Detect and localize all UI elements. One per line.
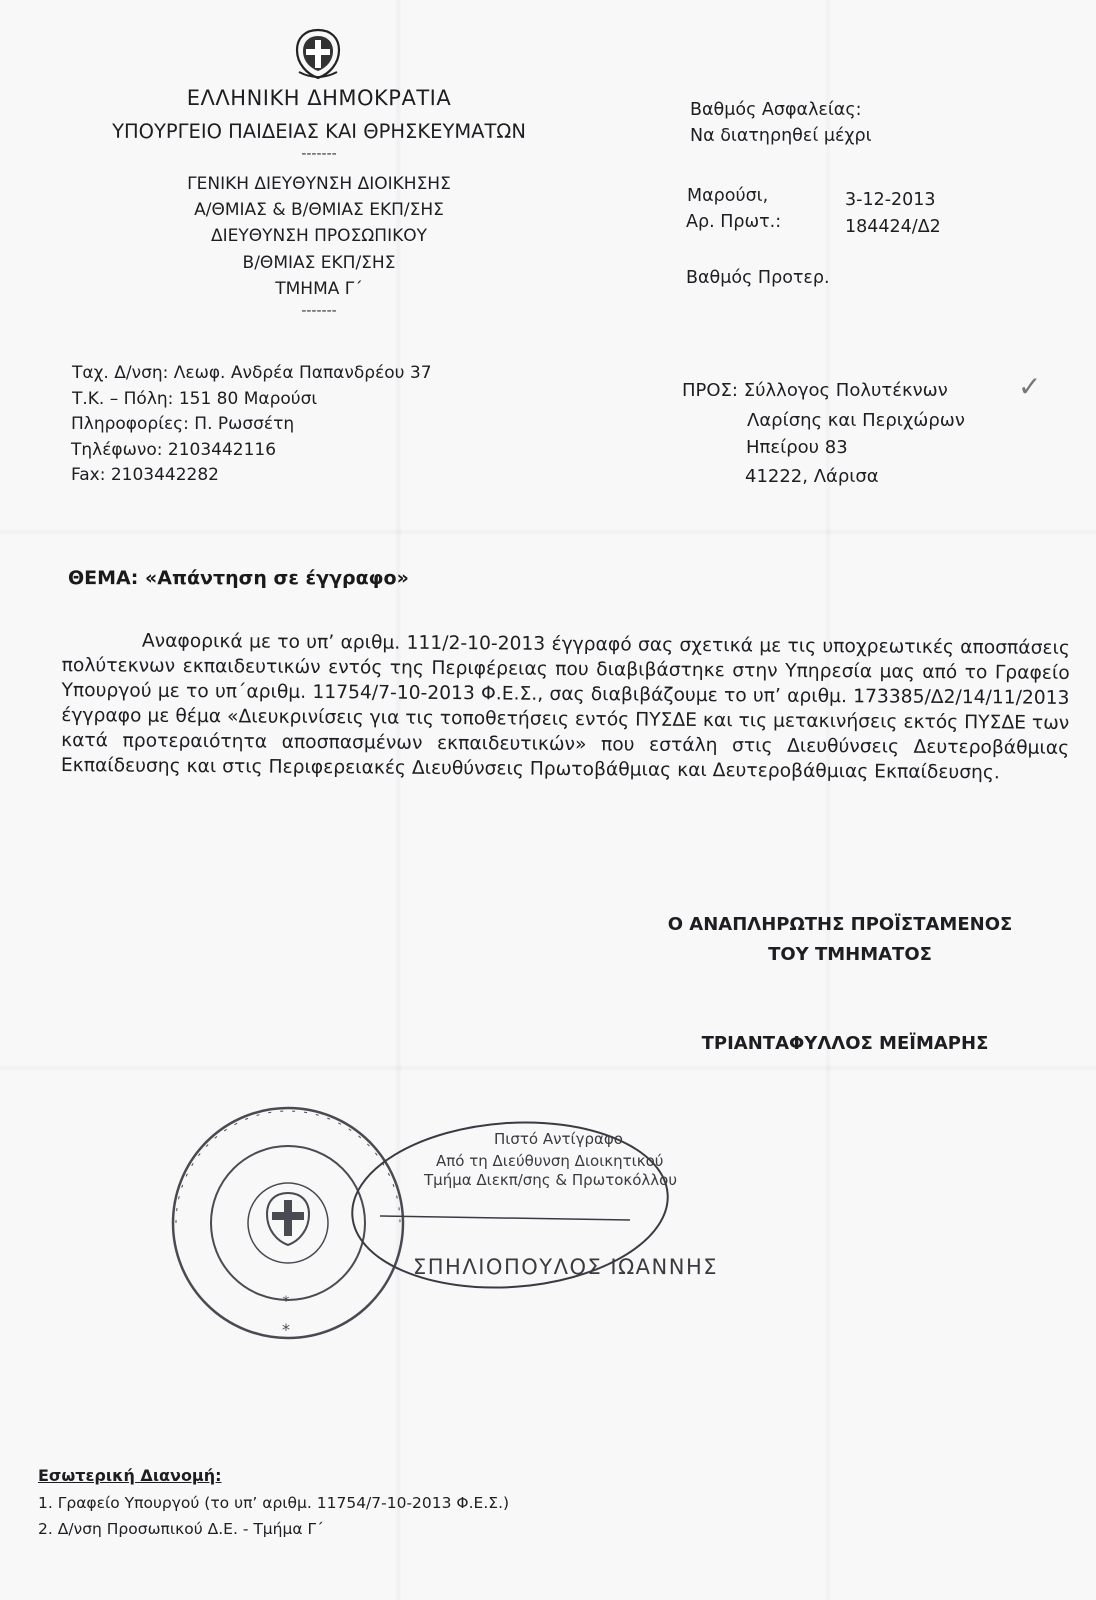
certified-copy-label: Πιστό Αντίγραφο bbox=[494, 1130, 623, 1148]
checkmark-icon: ✓ bbox=[1018, 370, 1042, 403]
internal-distribution-title: Εσωτερική Διανομή: bbox=[38, 1466, 222, 1485]
signatory-title-1: Ο ΑΝΑΠΛΗΡΩΤΗΣ ΠΡΟΪΣΤΑΜΕΝΟΣ bbox=[667, 914, 1013, 935]
header-personnel-directorate: ΔΙΕΥΘΥΝΣΗ ΠΡΟΣΩΠΙΚΟΥ bbox=[210, 226, 428, 246]
recipient-name: Σύλλογος Πολυτέκνων bbox=[743, 380, 948, 401]
header-department: ΤΜΗΜΑ Γ΄ bbox=[275, 279, 363, 299]
seal-star-outer: * bbox=[282, 1320, 290, 1339]
subject-text: «Απάντηση σε έγγραφο» bbox=[144, 567, 409, 589]
protocol-number: 184424/Δ2 bbox=[845, 217, 941, 237]
sender-info bbox=[71, 414, 294, 434]
retention-label: Να διατηρηθεί μέχρι bbox=[690, 126, 872, 146]
subject-label: ΘΕΜΑ: bbox=[68, 567, 139, 589]
document-date: 3-12-2013 bbox=[845, 190, 936, 210]
certified-copy-department: Τμήμα Διεκπ/σης & Πρωτοκόλλου bbox=[424, 1171, 678, 1189]
info-value: Π. Ρωσσέτη bbox=[194, 414, 295, 434]
header-education-levels: Α/ΘΜΙΑΣ & Β/ΘΜΙΑΣ ΕΚΠ/ΣΗΣ bbox=[194, 200, 444, 220]
letter-body: Αναφορικά με το υπ’ αριθμ. 111/2-10-2013 έγγραφό σας σχετικά με τις υποχρεωτικές αποσπάσεις πολύτεκνων εκπαιδευτικών εντός της Περιφέρειας που διαβιβάστηκε στην Υπηρεσία μας από το Γραφείο Υπουργού με το υπ΄αριθμ. 11754/7-10-2013 Φ.Ε.Σ., σας διαβιβάζουμε το υπ’ αριθμ. 173385/Δ2/14/11/2013 έγγραφο με θέμα «Διευκρινίσεις για τις τοποθετήσεις εντός ΠΥΣΔΕ και τις μετακινήσεις εκτός ΠΥΣΔΕ των κατά προτεραιότητα αποσπασμένων εκπαιδευτικών» που εστάλη στις Διευθύνσεις Δευτεροβάθμιας Εκπαίδευσης και στις Περιφερειακές Διευθύνσεις Πρωτοβάθμιας και Δευτεροβάθμιας Εκπαίδευσης. bbox=[60, 630, 1070, 784]
header-general-directorate: ΓΕΝΙΚΗ ΔΙΕΥΘΥΝΣΗ ΔΙΟΙΚΗΣΗΣ bbox=[187, 174, 451, 194]
header-separator-2: ------- bbox=[301, 303, 337, 319]
priority-label: Βαθμός Προτερ. bbox=[686, 268, 830, 288]
place-label: Μαρούσι, bbox=[687, 186, 769, 206]
recipient-label: ΠΡΟΣ: bbox=[682, 380, 738, 401]
sender-fax bbox=[71, 465, 219, 485]
sender-address bbox=[72, 363, 432, 383]
sender-phone bbox=[71, 440, 276, 460]
security-level-label: Βαθμός Ασφαλείας: bbox=[690, 100, 862, 120]
phone-value: 2103442116 bbox=[167, 440, 277, 460]
fax-label: Fax: bbox=[71, 465, 106, 485]
recipient-line-1 bbox=[682, 380, 948, 401]
header-ministry: ΥΠΟΥΡΓΕΙΟ ΠΑΙΔΕΙΑΣ ΚΑΙ ΘΡΗΣΚΕΥΜΑΤΩΝ bbox=[112, 120, 526, 143]
signatory-name: ΤΡΙΑΝΤΑΦΥΛΛΟΣ ΜΕΪΜΑΡΗΣ bbox=[701, 1033, 989, 1054]
sender-postal bbox=[72, 389, 317, 409]
certified-copy-directorate: Από τη Διεύθυνση Διοικητικού bbox=[436, 1152, 664, 1170]
phone-label: Τηλέφωνο: bbox=[71, 440, 168, 460]
distribution-item-2: 2. Δ/νση Προσωπικού Δ.Ε. - Τμήμα Γ΄ bbox=[38, 1520, 324, 1538]
recipient-street: Ηπείρου 83 bbox=[746, 437, 848, 458]
protocol-number-label: Αρ. Πρωτ.: bbox=[686, 212, 782, 232]
header-separator: ------- bbox=[301, 146, 337, 162]
distribution-item-1: 1. Γραφείο Υπουργού (το υπ’ αριθμ. 11754/7-10-2013 Φ.Ε.Σ.) bbox=[38, 1494, 510, 1512]
address-label: Ταχ. Δ/νση: bbox=[72, 363, 169, 383]
fax-value: 2103442282 bbox=[110, 465, 220, 485]
subject-line bbox=[68, 567, 409, 589]
header-secondary-education: Β/ΘΜΙΑΣ ΕΚΠ/ΣΗΣ bbox=[242, 253, 396, 273]
postal-label: Τ.Κ. – Πόλη: bbox=[72, 389, 174, 409]
recipient-city: 41222, Λάρισα bbox=[745, 466, 879, 487]
signatory-title-2: ΤΟΥ ΤΜΗΜΑΤΟΣ bbox=[768, 944, 932, 965]
address-value: Λεωφ. Ανδρέα Παπανδρέου 37 bbox=[173, 363, 432, 383]
certifier-name: ΣΠΗΛΙΟΠΟΥΛΟΣ ΙΩΑΝΝΗΣ bbox=[413, 1255, 719, 1279]
greek-coat-of-arms-icon bbox=[293, 28, 343, 80]
seal-star: * bbox=[282, 1294, 290, 1310]
info-label: Πληροφορίες: bbox=[71, 414, 189, 434]
recipient-line-2: Λαρίσης και Περιχώρων bbox=[747, 410, 965, 431]
postal-value: 151 80 Μαρούσι bbox=[178, 389, 318, 409]
header-country: ΕΛΛΗΝΙΚΗ ΔΗΜΟΚΡΑΤΙΑ bbox=[186, 86, 452, 110]
